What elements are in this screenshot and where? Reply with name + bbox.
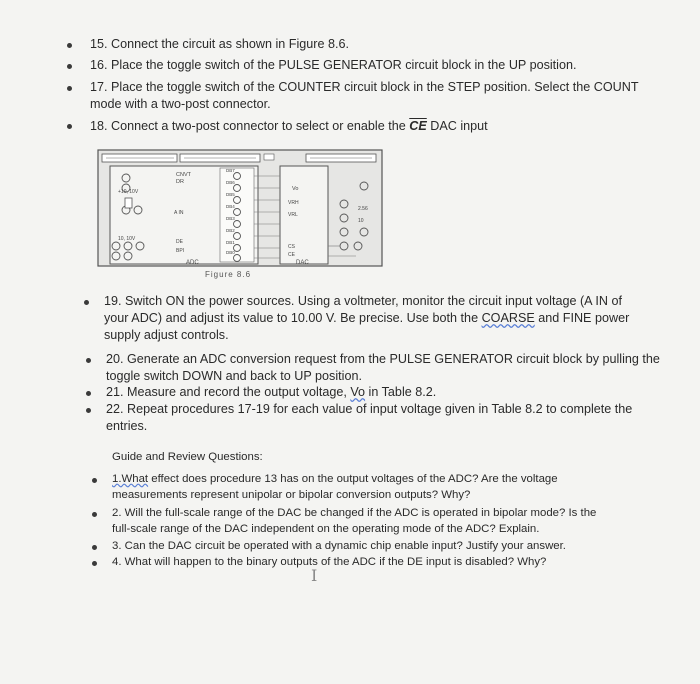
step-19-cont (104, 310, 629, 327)
dr-label: DR (176, 179, 184, 185)
ce-bar-label: $\overline{CE}$ (409, 119, 427, 133)
ten-label: 10 (358, 218, 364, 224)
step-19-text: your ADC) and adjust its value to 10.00 V. Be precise. Use both the (104, 311, 482, 325)
bpi-label: BPI (176, 248, 185, 254)
vrh-label: VRH (288, 200, 299, 206)
step-18 (90, 118, 488, 135)
step-17-cont: mode with a two-post connector. (90, 97, 271, 111)
db1-label: DB1 (226, 240, 235, 245)
bullet (86, 408, 91, 413)
cnvt-label: CNVT (176, 172, 191, 178)
step-20: 20. Generate an ADC conversion request from the PULSE GENERATOR circuit block by pulling the (106, 352, 660, 366)
question-4: 4. What will happen to the binary outputs of the ADC if the DE input is disabled? Why? (112, 556, 547, 568)
question-3: 3. Can the DAC circuit be operated with a dynamic chip enable input? Justify your answer. (112, 540, 566, 552)
step-15: 15. Connect the circuit as shown in Figure 8.6. (90, 37, 350, 51)
db3-label: DB3 (226, 216, 235, 221)
db5-label: DB5 (226, 192, 235, 197)
adc-label: ADC (186, 260, 199, 266)
step-19: 19. Switch ON the power sources. Using a voltmeter, monitor the circuit input voltage (A IN of (104, 294, 622, 308)
question-1-number: 1.What (112, 473, 149, 485)
step-21-text-end: in Table 8.2. (365, 385, 437, 399)
bullet (67, 64, 72, 69)
db0-label: DB0 (226, 250, 235, 255)
ain-label: A IN (174, 210, 184, 216)
question-1-cont: measurements represent unipolar or bipolar conversion outputs? Why? (112, 489, 471, 501)
bullet (92, 478, 97, 483)
bullet (92, 561, 97, 566)
bullet (67, 43, 72, 48)
db4-label: DB4 (226, 204, 235, 209)
step-18-text-end: DAC input (426, 119, 488, 133)
bullet (67, 124, 72, 129)
step-21 (106, 384, 436, 401)
de-label: DE (176, 239, 183, 245)
bullet (67, 86, 72, 91)
range2-label: 10, 10V (118, 236, 136, 242)
step-17: 17. Place the toggle switch of the COUNTER circuit block in the STEP position. Select the COUNT (90, 80, 639, 94)
bullet (92, 512, 97, 517)
step-22: 22. Repeat procedures 17-19 for each value of input voltage given in Table 8.2 to complete the (106, 402, 633, 416)
step-22-cont: entries. (106, 419, 148, 433)
vrl-label: VRL (288, 212, 298, 218)
db2-label: DB2 (226, 228, 235, 233)
vo-label: Vo (292, 186, 299, 192)
question-2: 2. Will the full-scale range of the DAC be changed if the ADC is operated in bipolar mode? Is the (112, 507, 597, 519)
step-18-text: 18. Connect a two-post connector to select or enable the (90, 119, 406, 133)
bullet (92, 545, 97, 550)
bullet (86, 358, 91, 363)
coarse-word: COARSE (481, 311, 535, 325)
guide-heading: Guide and Review Questions: (112, 451, 263, 463)
circuit-figure (96, 148, 386, 273)
step-21-text: 21. Measure and record the output voltage, (106, 385, 351, 399)
question-1-text: effect does procedure 13 has on the output voltages of the ADC? Are the voltage (148, 473, 558, 485)
vo-word: Vo (350, 385, 366, 399)
question-1 (112, 471, 558, 487)
bullet (86, 391, 91, 396)
step-19-text-end: and FINE power (534, 311, 630, 325)
db7-label: DB7 (226, 168, 235, 173)
figure-caption: Figure 8.6 (205, 270, 252, 279)
dac-label: DAC (296, 260, 309, 266)
range1-label: +10, 10V (118, 189, 139, 195)
step-20-cont: toggle switch DOWN and back to UP position. (106, 369, 362, 383)
cs-label: CS (288, 244, 295, 250)
bullet (84, 300, 89, 305)
step-19-cont2: supply adjust controls. (104, 328, 229, 342)
step-16: 16. Place the toggle switch of the PULSE GENERATOR circuit block in the UP position. (90, 58, 577, 72)
db6-label: DB6 (226, 180, 235, 185)
ce-label: CE (288, 252, 295, 258)
val-label: 2.56 (358, 206, 368, 212)
text-cursor-icon: I (311, 566, 318, 585)
question-2-cont: full-scale range of the DAC independent on the operating mode of the ADC? Explain. (112, 523, 540, 535)
